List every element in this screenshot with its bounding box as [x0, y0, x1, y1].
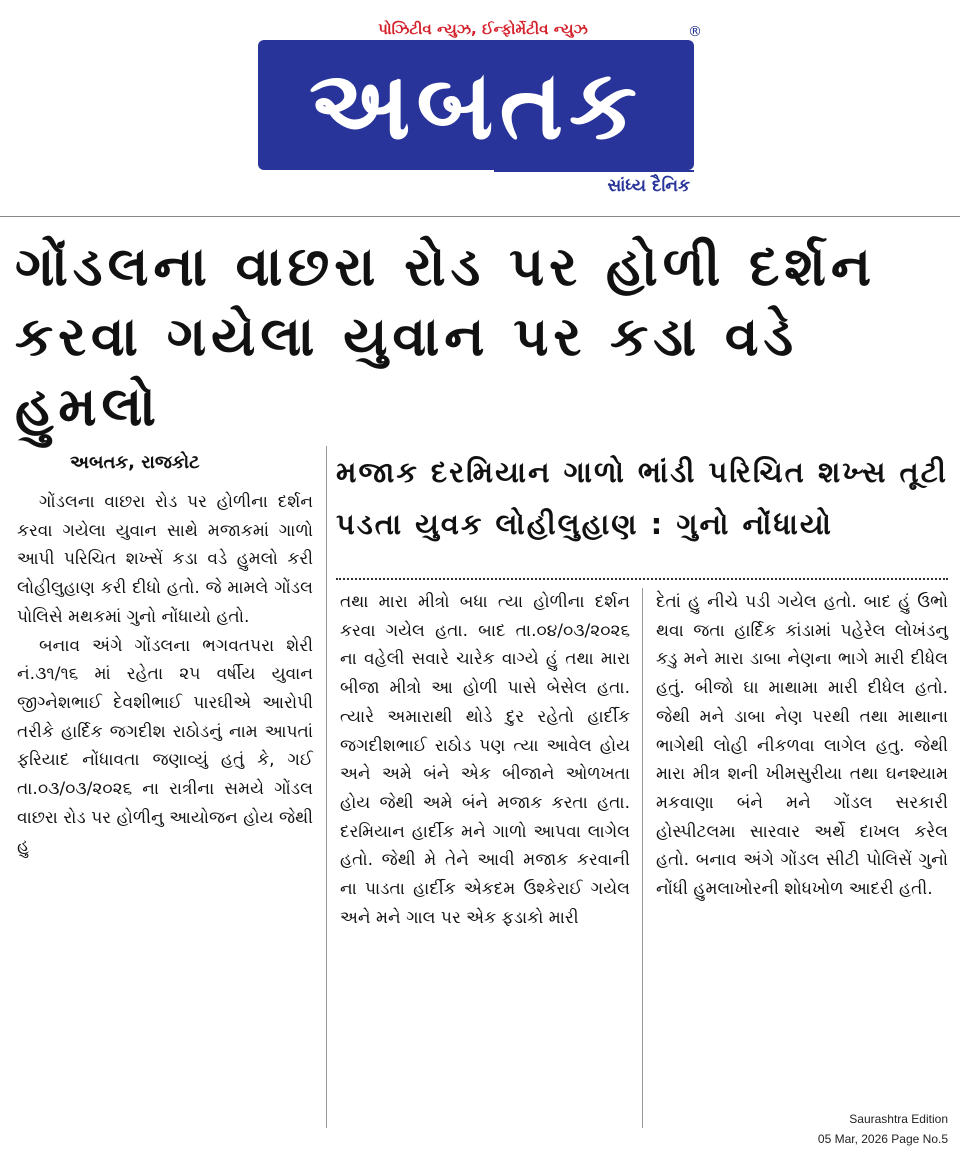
footer-edition: Saurashtra Edition: [849, 1112, 948, 1126]
subheadline-divider: [336, 578, 948, 580]
article-column-1: [17, 488, 313, 861]
masthead: [0, 0, 960, 218]
newspaper-logo: અબતક: [258, 40, 694, 170]
masthead-tagline: પોઝિટીવ ન્યુઝ, ઈન્ફોર્મેટીવ ન્યુઝ: [378, 20, 588, 38]
article-paragraph: બનાવ અંગે ગોંડલના ભગવતપરા શેરી નં.૩૧/૧૬ માં રહેતા ૨૫ વર્ષીય યુવાન જીગ્નેશભાઈ દેવશીભાઈ પારઘીએ આરોપી તરીકે હાર્દિક જગદીશ રાઠોડનું નામ આપતાં ફરિયાદ નોંધાવતા જણાવ્યું હતું કે, ગઈ તા.૦૩/૦૩/૨૦૨૬ ના રાત્રીના સમયે ગોંડલ વાછરા રોડ પર હોળીનુ આયોજન હોય જેથી હુ: [17, 635, 313, 857]
column-divider: [326, 446, 327, 1128]
article-column-3: [656, 588, 948, 904]
article-subheadline: મજાક દરમિયાન ગાળો ભાંડી પરિચિત શખ્સ તૂટી પડતા યુવક લોહીલુહાણ : ગુનો નોંધાયો: [336, 455, 948, 541]
article-dateline: અબતક, રાજકોટ: [70, 452, 200, 473]
article-paragraph: દેતાં હુ નીચે પડી ગયેલ હતો. બાદ હું ઉભો થવા જતા હાર્દિક કાંડામાં પહેરેલ લોખંડનુ કડુ મને મારા ડાબા નેણના ભાગે મારી દીધેલ હતું. બીજો ઘા માથામા મારી દીધેલ હતો. જેથી મને ડાબા નેણ પરથી તથા માથાના ભાગેથી લોહી નીકળવા લાગેલ હતુ. જેથી મારા મીત્ર શની ખીમસુરીયા તથા ઘનશ્યામ મકવાણા બંને મને ગોંડલ સરકારી હોસ્પીટલમા સારવાર અર્થે દાખલ કરેલ હતો. બનાવ અંગે ગોંડલ સીટી પોલિસેં ગુનો નોંધી હુમલાખોરની શોધખોળ આદરી હતી.: [656, 592, 948, 900]
article-paragraph: તથા મારા મીત્રો બધા ત્યા હોળીના દર્શન કરવા ગયેલ હતા. બાદ તા.૦૪/૦૩/૨૦૨૬ ના વહેલી સવારે ચારેક વાગ્યે હું તથા મારા બીજા મીત્રો આ હોળી પાસે બેસેલ હતા. ત્યારે અમારાથી થોડે દુર રહેતો હાર્દીક જગદીશભાઈ રાઠોડ પણ ત્યા આવેલ હોય અને અમે બંને એક બીજાને ઓળખતા હોય જેથી અમે બંને મજાક કરતા હતા. દરમિયાન હાર્દીક મને ગાળો આપવા લાગેલ હતો. જેથી મે તેને આવી મજાક કરવાની ના પાડતા હાર્દીક એકદમ ઉશ્કેરાઈ ગયેલ અને મને ગાલ પર એક ફડાકો મારી: [340, 592, 630, 928]
article-column-2: [340, 588, 630, 932]
subtitle-divider: [494, 170, 694, 172]
masthead-divider: [0, 216, 960, 217]
article-headline: ગોંડલના વાછરા રોડ પર હોળી દર્શન કરવા ગયેલા યુવાન પર કડા વડે હુમલો: [15, 235, 877, 438]
footer-date-page: 05 Mar, 2026 Page No.5: [817, 1132, 948, 1146]
article-paragraph: ગોંડલના વાછરા રોડ પર હોળીના દર્શન કરવા ગયેલા યુવાન સાથે મજાકમાં ગાળો આપી પરિચિત શખ્સેં કડા વડે હુમલો કરી લોહીલુહાણ કરી દીધો હતો. જે મામલે ગોંડલ પોલિસે મથકમાં ગુનો નોંધાયો હતો.: [17, 492, 313, 627]
masthead-subtitle: સાંધ્ય દૈનિક: [607, 176, 690, 196]
registered-mark: ®: [688, 24, 702, 40]
column-divider: [642, 588, 643, 1128]
